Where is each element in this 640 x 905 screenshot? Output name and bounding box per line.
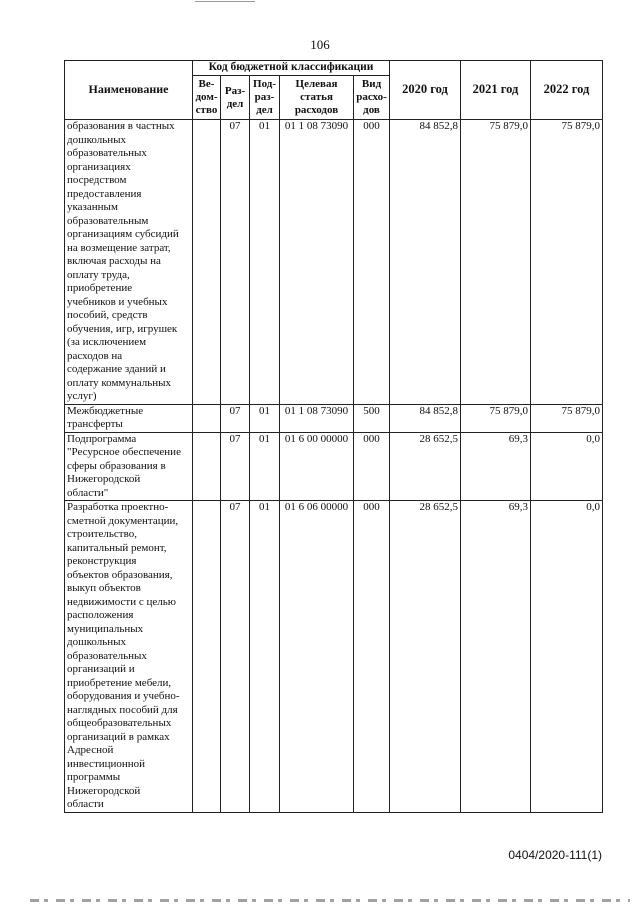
header-code-group: Код бюджетной классификации [193,61,390,76]
page-number: 106 [310,37,330,52]
row-2022: 75 879,0 [531,120,603,405]
row-expense-type: 000 [354,120,390,405]
scan-artifact-bottom [30,899,630,902]
row-2022: 0,0 [531,432,603,501]
row-subsection: 01 [250,404,280,432]
row-target-item: 01 1 08 73090 [280,120,354,405]
row-name: Разработка проектно- сметной документации, строительство, капитальный ремонт, реконструкция объектов образования, выкуп объектов недвижимости с целью расположения муниципальных дошкольных образовательных организаций и приобретение мебели, оборудования и учебно- наглядных пособий для общеобразовательных организаций в рамках Адресной инвестиционной программы Нижегородской области [65,501,193,813]
row-expense-type: 500 [354,404,390,432]
row-name: Межбюджетные трансферты [65,404,193,432]
row-subsection: 01 [250,432,280,501]
table-row [65,120,603,405]
row-subsection: 01 [250,120,280,405]
table-row [65,404,603,432]
row-target-item: 01 6 00 00000 [280,432,354,501]
row-section: 07 [221,404,250,432]
row-name: Подпрограмма "Ресурсное обеспечение сферы образования в Нижегородской области" [65,432,193,501]
row-2021: 75 879,0 [461,120,531,405]
scan-artifact-top [195,1,255,2]
header-expense-type: Вид расхо- дов [354,76,390,120]
table-row [65,501,603,813]
row-2020: 28 652,5 [390,432,461,501]
row-2020: 84 852,8 [390,120,461,405]
header-2022: 2022 год [531,61,603,120]
document-code: 0404/2020-111(1) [508,848,602,862]
header-2021: 2021 год [461,61,531,120]
header-name: Наименование [65,61,193,120]
header-target-item: Целевая статья расходов [280,76,354,120]
row-2021: 69,3 [461,432,531,501]
row-expense-type: 000 [354,501,390,813]
row-expense-type: 000 [354,432,390,501]
row-section: 07 [221,501,250,813]
row-name: образования в частных дошкольных образовательных организациях посредством предоставления указанным образовательным организациям субсидий на возмещение затрат, включая расходы на оплату труда, приобретение учебников и учебных пособий, средств обучения, игр, игрушек (за исключением расходов на содержание зданий и оплату коммунальных услуг) [65,120,193,405]
row-2020: 28 652,5 [390,501,461,813]
row-2022: 75 879,0 [531,404,603,432]
budget-table [64,60,603,813]
header-subsection: Под- раз- дел [250,76,280,120]
row-target-item: 01 1 08 73090 [280,404,354,432]
row-section: 07 [221,432,250,501]
row-2020: 84 852,8 [390,404,461,432]
row-2021: 69,3 [461,501,531,813]
row-department [193,120,221,405]
row-subsection: 01 [250,501,280,813]
header-2020: 2020 год [390,61,461,120]
row-target-item: 01 6 06 00000 [280,501,354,813]
header-section: Раз- дел [221,76,250,120]
row-2022: 0,0 [531,501,603,813]
row-section: 07 [221,120,250,405]
table-row [65,432,603,501]
row-department [193,404,221,432]
row-department [193,432,221,501]
row-2021: 75 879,0 [461,404,531,432]
header-department: Ве- дом- ство [193,76,221,120]
row-department [193,501,221,813]
